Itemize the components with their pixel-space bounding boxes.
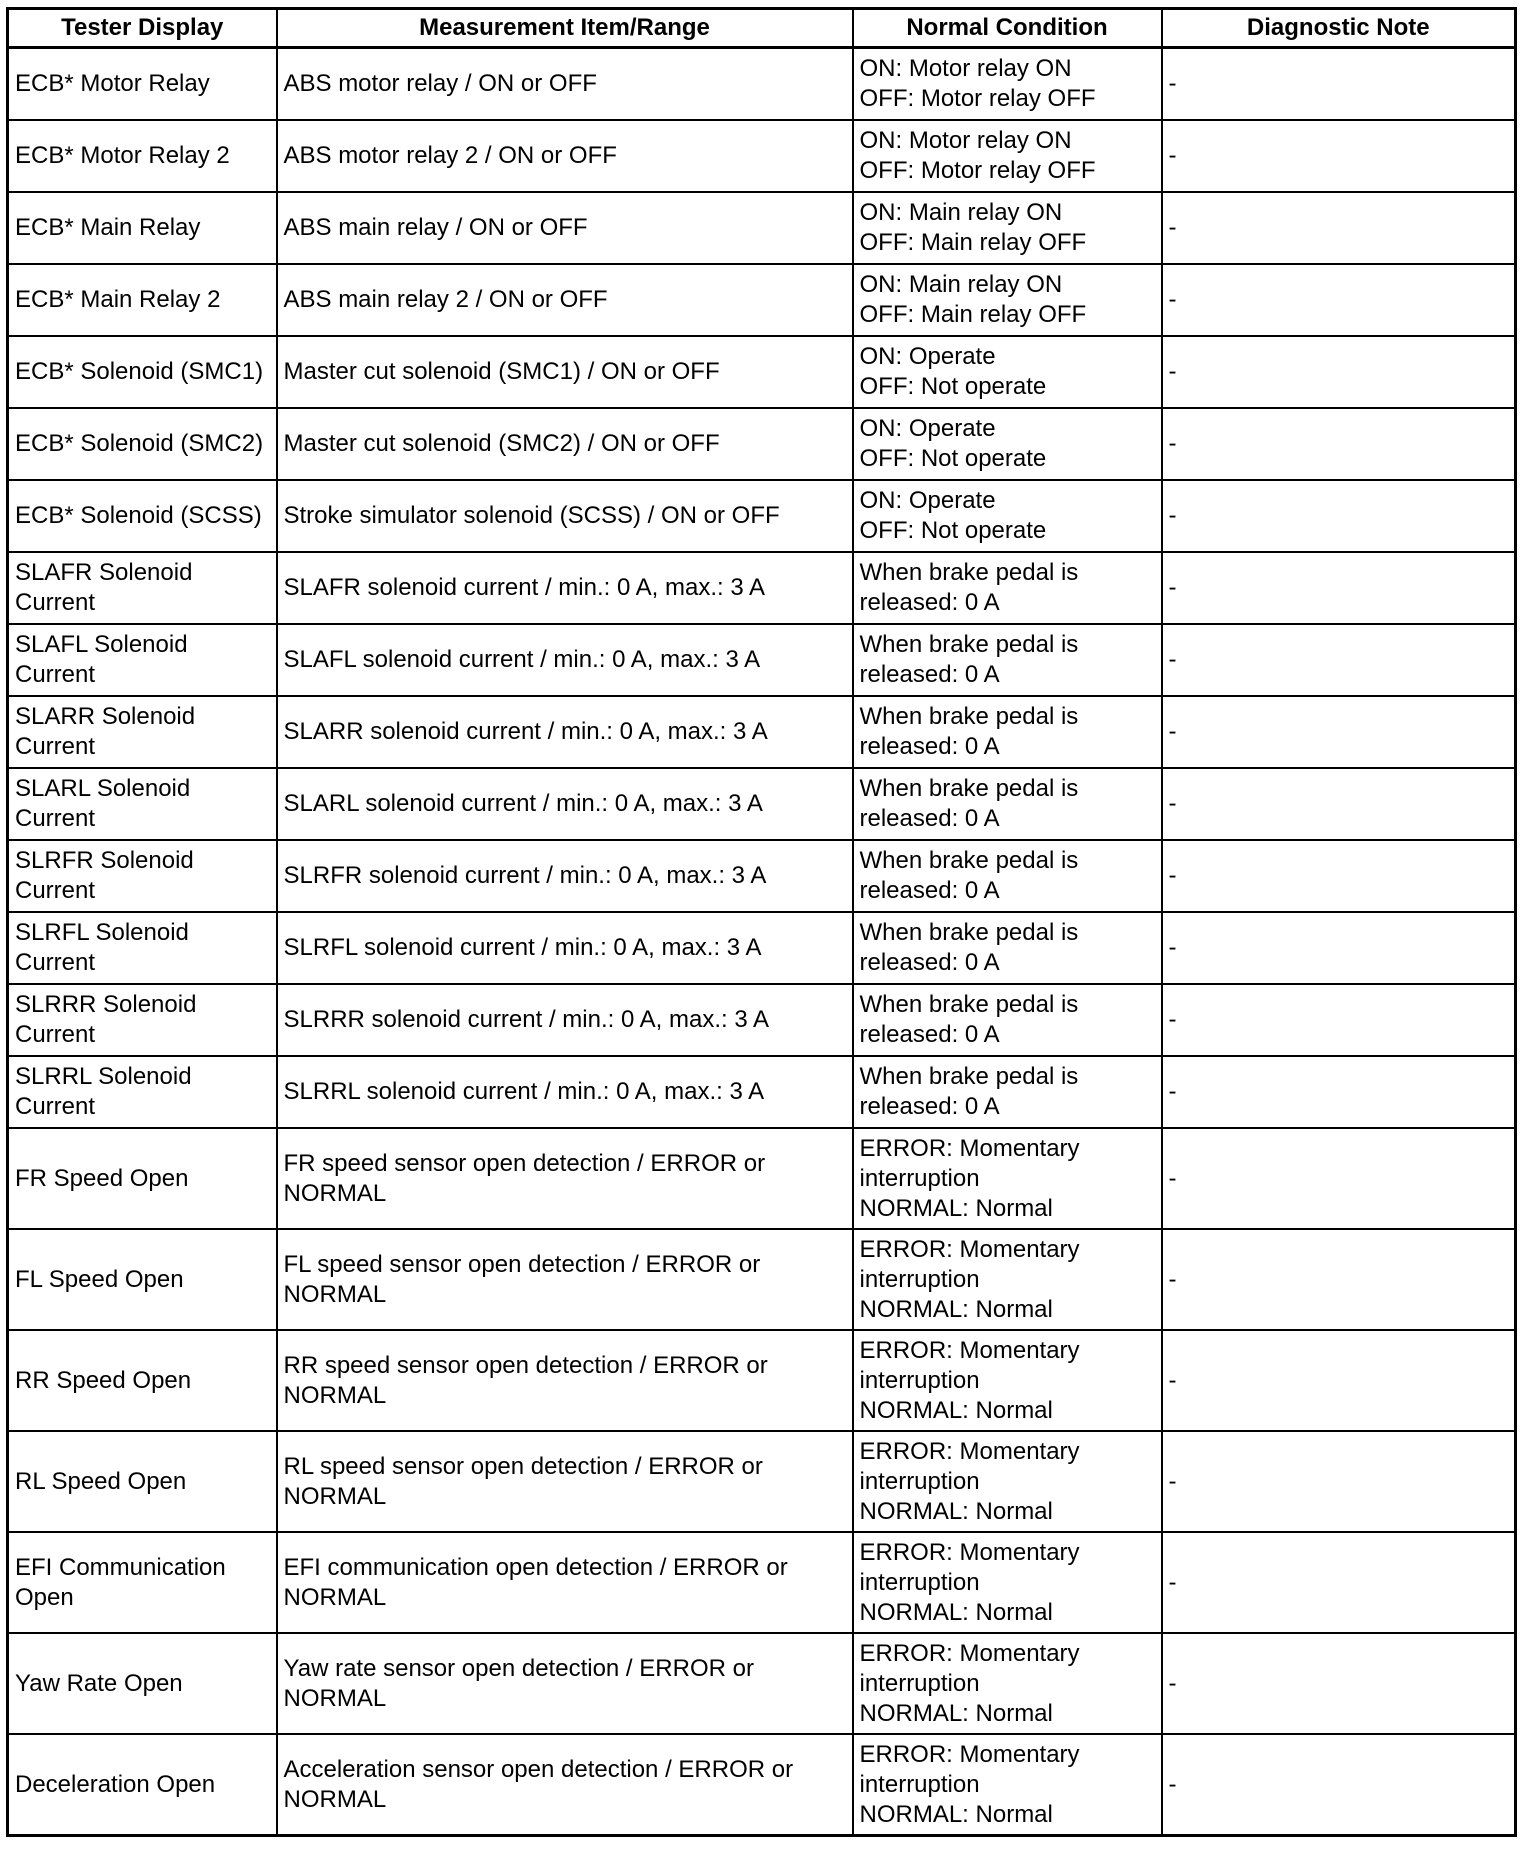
table-row [8, 768, 1516, 840]
table-row [8, 1330, 1516, 1431]
measurement-item-cell: Stroke simulator solenoid (SCSS) / ON or OFF [277, 480, 853, 552]
data-list-table [6, 7, 1517, 1837]
tester-display-cell: ECB* Solenoid (SMC1) [8, 336, 277, 408]
normal-condition-cell: ON: Main relay ON OFF: Main relay OFF [853, 192, 1162, 264]
diagnostic-note-cell: - [1162, 1229, 1516, 1330]
normal-condition-cell: ON: Motor relay ON OFF: Motor relay OFF [853, 48, 1162, 121]
measurement-item-cell: SLARR solenoid current / min.: 0 A, max.: 3 A [277, 696, 853, 768]
normal-condition-cell: When brake pedal is released: 0 A [853, 840, 1162, 912]
tester-display-cell: ECB* Motor Relay [8, 48, 277, 121]
tester-display-cell: SLRFR Solenoid Current [8, 840, 277, 912]
measurement-item-cell: SLAFL solenoid current / min.: 0 A, max.: 3 A [277, 624, 853, 696]
table-row [8, 1431, 1516, 1532]
table-row [8, 984, 1516, 1056]
measurement-item-cell: FL speed sensor open detection / ERROR or NORMAL [277, 1229, 853, 1330]
normal-condition-cell: When brake pedal is released: 0 A [853, 1056, 1162, 1128]
table-row [8, 624, 1516, 696]
normal-condition-cell: When brake pedal is released: 0 A [853, 768, 1162, 840]
measurement-item-cell: SLRFR solenoid current / min.: 0 A, max.: 3 A [277, 840, 853, 912]
measurement-item-cell: Yaw rate sensor open detection / ERROR or NORMAL [277, 1633, 853, 1734]
normal-condition-cell: ON: Operate OFF: Not operate [853, 480, 1162, 552]
measurement-item-cell: SLARL solenoid current / min.: 0 A, max.: 3 A [277, 768, 853, 840]
diagnostic-note-cell: - [1162, 120, 1516, 192]
diagnostic-note-cell: - [1162, 840, 1516, 912]
diagnostic-note-cell: - [1162, 912, 1516, 984]
measurement-item-cell: FR speed sensor open detection / ERROR or NORMAL [277, 1128, 853, 1229]
tester-display-cell: FL Speed Open [8, 1229, 277, 1330]
table-row [8, 552, 1516, 624]
normal-condition-cell: When brake pedal is released: 0 A [853, 624, 1162, 696]
measurement-item-cell: SLRRR solenoid current / min.: 0 A, max.: 3 A [277, 984, 853, 1056]
tester-display-cell: FR Speed Open [8, 1128, 277, 1229]
tester-display-cell: RL Speed Open [8, 1431, 277, 1532]
measurement-item-cell: Acceleration sensor open detection / ERROR or NORMAL [277, 1734, 853, 1836]
measurement-item-cell: Master cut solenoid (SMC1) / ON or OFF [277, 336, 853, 408]
tester-display-cell: SLRRL Solenoid Current [8, 1056, 277, 1128]
tester-display-cell: ECB* Solenoid (SMC2) [8, 408, 277, 480]
measurement-item-cell: EFI communication open detection / ERROR or NORMAL [277, 1532, 853, 1633]
table-row [8, 408, 1516, 480]
diagnostic-note-cell: - [1162, 1330, 1516, 1431]
diagnostic-note-cell: - [1162, 696, 1516, 768]
normal-condition-cell: ON: Operate OFF: Not operate [853, 336, 1162, 408]
table-row [8, 1056, 1516, 1128]
measurement-item-cell: RR speed sensor open detection / ERROR or NORMAL [277, 1330, 853, 1431]
tester-display-cell: SLARR Solenoid Current [8, 696, 277, 768]
normal-condition-cell: ERROR: Momentary interruption NORMAL: Normal [853, 1330, 1162, 1431]
table-row [8, 1128, 1516, 1229]
measurement-item-cell: SLRRL solenoid current / min.: 0 A, max.: 3 A [277, 1056, 853, 1128]
measurement-item-cell: SLRFL solenoid current / min.: 0 A, max.: 3 A [277, 912, 853, 984]
tester-display-cell: Yaw Rate Open [8, 1633, 277, 1734]
diagnostic-note-cell: - [1162, 768, 1516, 840]
measurement-item-cell: ABS motor relay 2 / ON or OFF [277, 120, 853, 192]
tester-display-cell: EFI Communication Open [8, 1532, 277, 1633]
measurement-item-cell: RL speed sensor open detection / ERROR or NORMAL [277, 1431, 853, 1532]
table-row [8, 912, 1516, 984]
normal-condition-cell: ERROR: Momentary interruption NORMAL: Normal [853, 1734, 1162, 1836]
header-measurement-item: Measurement Item/Range [277, 9, 853, 48]
table-row [8, 192, 1516, 264]
diagnostic-note-cell: - [1162, 336, 1516, 408]
diagnostic-note-cell: - [1162, 1734, 1516, 1836]
diagnostic-note-cell: - [1162, 408, 1516, 480]
normal-condition-cell: ON: Motor relay ON OFF: Motor relay OFF [853, 120, 1162, 192]
normal-condition-cell: When brake pedal is released: 0 A [853, 984, 1162, 1056]
normal-condition-cell: When brake pedal is released: 0 A [853, 696, 1162, 768]
diagnostic-note-cell: - [1162, 264, 1516, 336]
normal-condition-cell: ERROR: Momentary interruption NORMAL: Normal [853, 1633, 1162, 1734]
normal-condition-cell: When brake pedal is released: 0 A [853, 912, 1162, 984]
tester-display-cell: SLAFR Solenoid Current [8, 552, 277, 624]
header-row [8, 9, 1516, 48]
measurement-item-cell: SLAFR solenoid current / min.: 0 A, max.: 3 A [277, 552, 853, 624]
table-row [8, 120, 1516, 192]
table-row [8, 840, 1516, 912]
tester-display-cell: ECB* Main Relay 2 [8, 264, 277, 336]
diagnostic-note-cell: - [1162, 1532, 1516, 1633]
diagnostic-note-cell: - [1162, 1128, 1516, 1229]
measurement-item-cell: ABS main relay 2 / ON or OFF [277, 264, 853, 336]
tester-display-cell: SLRRR Solenoid Current [8, 984, 277, 1056]
diagnostic-note-cell: - [1162, 1633, 1516, 1734]
tester-display-cell: ECB* Motor Relay 2 [8, 120, 277, 192]
table-row [8, 48, 1516, 121]
diagnostic-note-cell: - [1162, 984, 1516, 1056]
tester-display-cell: SLRFL Solenoid Current [8, 912, 277, 984]
diagnostic-note-cell: - [1162, 624, 1516, 696]
diagnostic-note-cell: - [1162, 48, 1516, 121]
diagnostic-note-cell: - [1162, 480, 1516, 552]
diagnostic-note-cell: - [1162, 192, 1516, 264]
table-row [8, 1734, 1516, 1836]
normal-condition-cell: ERROR: Momentary interruption NORMAL: Normal [853, 1128, 1162, 1229]
header-tester-display: Tester Display [8, 9, 277, 48]
table-row [8, 1633, 1516, 1734]
header-diagnostic-note: Diagnostic Note [1162, 9, 1516, 48]
tester-display-cell: Deceleration Open [8, 1734, 277, 1836]
table-row [8, 264, 1516, 336]
header-normal-condition: Normal Condition [853, 9, 1162, 48]
tester-display-cell: SLARL Solenoid Current [8, 768, 277, 840]
diagnostic-note-cell: - [1162, 1431, 1516, 1532]
measurement-item-cell: ABS main relay / ON or OFF [277, 192, 853, 264]
tester-display-cell: RR Speed Open [8, 1330, 277, 1431]
normal-condition-cell: ERROR: Momentary interruption NORMAL: Normal [853, 1431, 1162, 1532]
measurement-item-cell: Master cut solenoid (SMC2) / ON or OFF [277, 408, 853, 480]
tester-display-cell: SLAFL Solenoid Current [8, 624, 277, 696]
normal-condition-cell: ERROR: Momentary interruption NORMAL: Normal [853, 1229, 1162, 1330]
diagnostic-note-cell: - [1162, 552, 1516, 624]
table-row [8, 1532, 1516, 1633]
normal-condition-cell: ERROR: Momentary interruption NORMAL: Normal [853, 1532, 1162, 1633]
tester-display-cell: ECB* Main Relay [8, 192, 277, 264]
table-row [8, 480, 1516, 552]
table-row [8, 336, 1516, 408]
normal-condition-cell: ON: Operate OFF: Not operate [853, 408, 1162, 480]
normal-condition-cell: When brake pedal is released: 0 A [853, 552, 1162, 624]
tester-display-cell: ECB* Solenoid (SCSS) [8, 480, 277, 552]
table-row [8, 1229, 1516, 1330]
data-list-table-container [6, 7, 1514, 1837]
diagnostic-note-cell: - [1162, 1056, 1516, 1128]
table-row [8, 696, 1516, 768]
measurement-item-cell: ABS motor relay / ON or OFF [277, 48, 853, 121]
normal-condition-cell: ON: Main relay ON OFF: Main relay OFF [853, 264, 1162, 336]
